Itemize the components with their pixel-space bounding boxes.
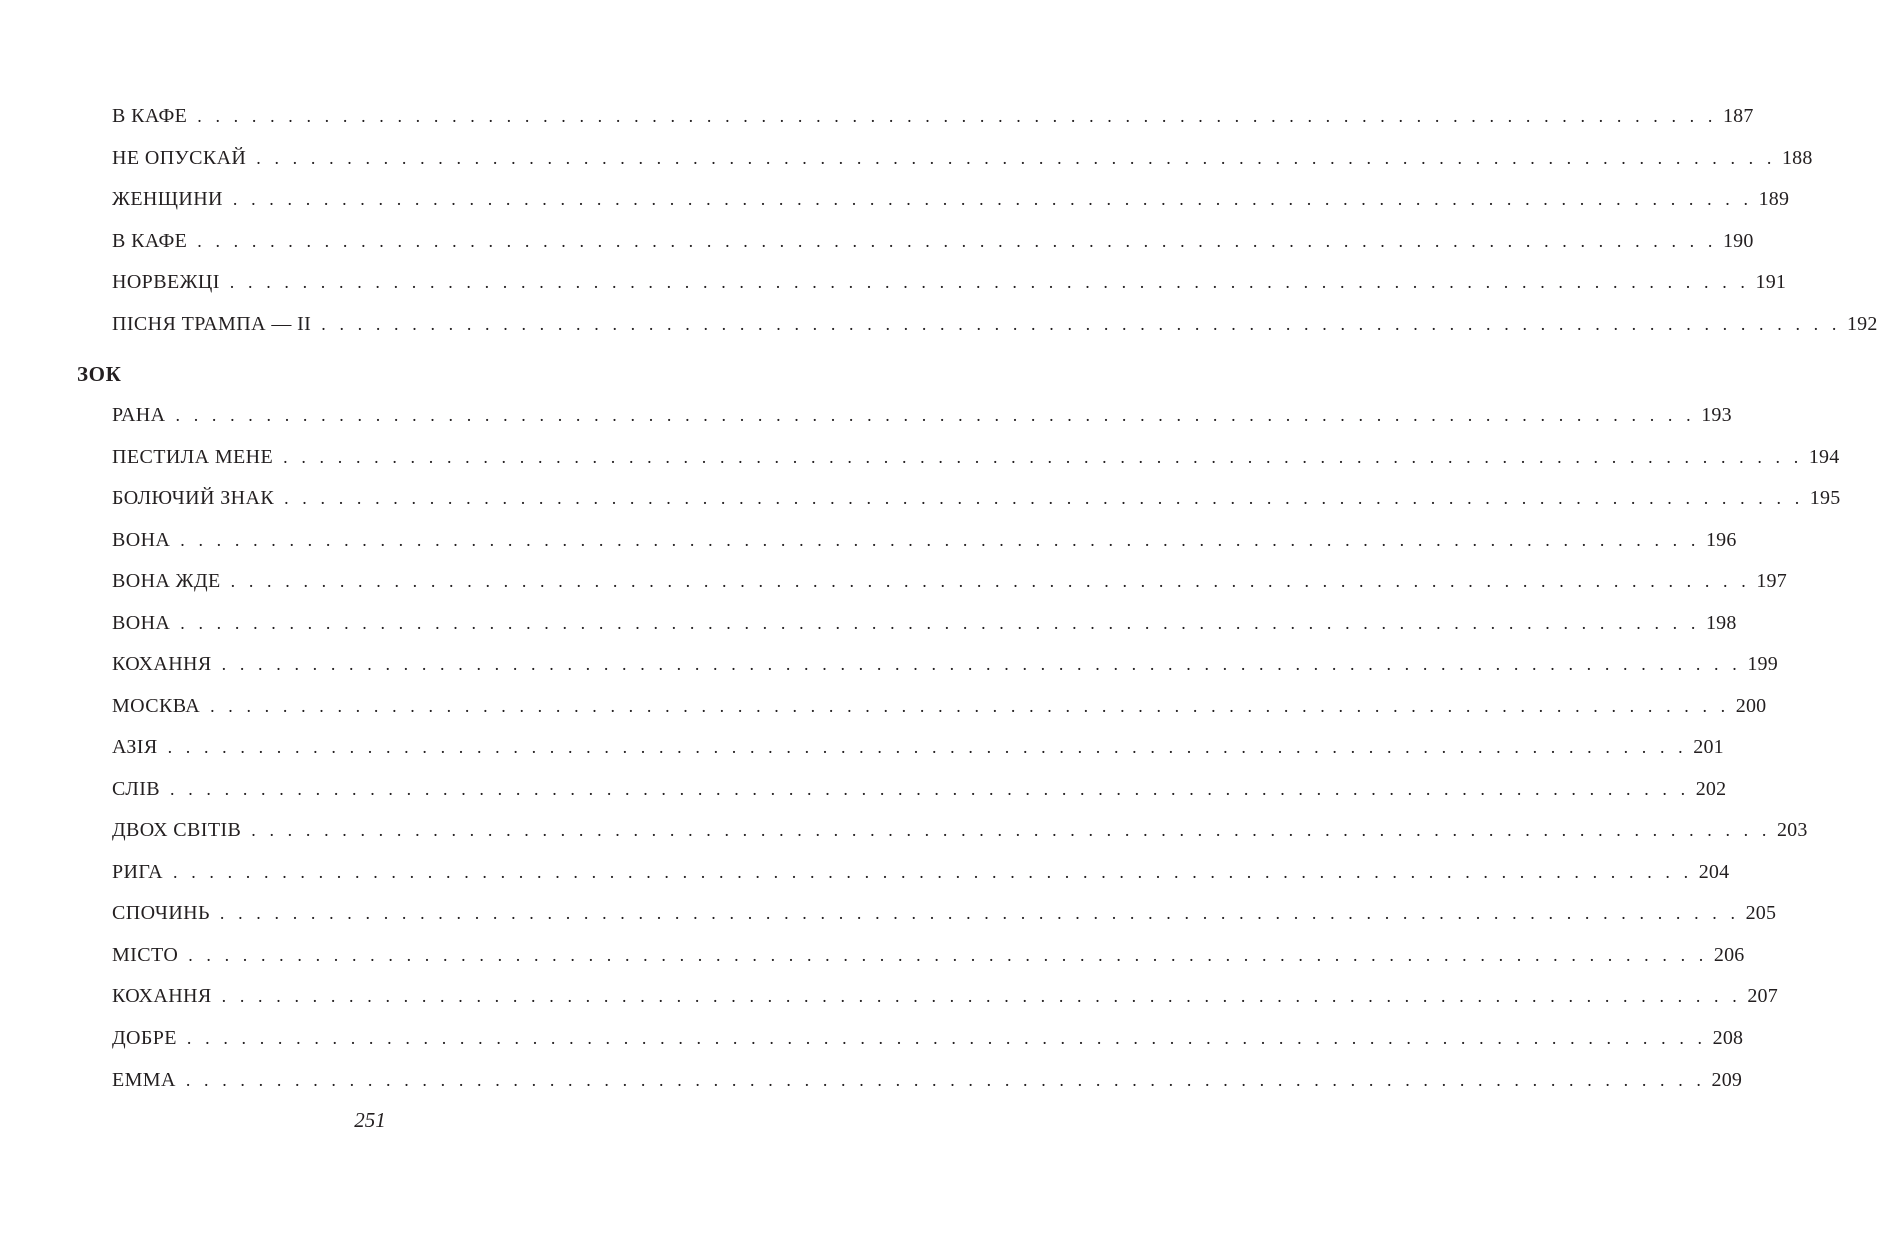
toc-entry-title: КОХАННЯ — [112, 985, 212, 1007]
toc-entry-page: 207 — [1747, 985, 1778, 1007]
dot-leader: . . . . . . . . . . . . . . . . . . . . . . . . . . . . . . . . . . . . . . . . . . . . . . . . . . . . . . . . . . . . . . . . . . . . . . . . . . . . . . . . . . . . — [321, 314, 1841, 334]
toc-entry-page: 193 — [1701, 404, 1732, 426]
toc-entry-title: ЖЕНЩИНИ — [112, 188, 223, 210]
toc-entry — [112, 264, 1787, 294]
toc-entry-page: 191 — [1755, 271, 1787, 293]
toc-entry-page: 195 — [1809, 487, 1841, 509]
toc-entry-page: 205 — [1745, 902, 1777, 924]
toc-entry — [112, 854, 1730, 884]
dot-leader: . . . . . . . . . . . . . . . . . . . . . . . . . . . . . . . . . . . . . . . . . . . . . . . . . . . . . . . . . . . . . . . . . . . . . . . . . . . . . . . . . . . . — [180, 613, 1700, 633]
toc-entry — [112, 812, 1808, 842]
toc-entry-title: НЕ ОПУСКАЙ — [112, 147, 247, 169]
toc-entry-title: МІСТО — [112, 944, 179, 966]
toc-entry — [112, 140, 1813, 170]
toc-entry-title: ЕММА — [112, 1069, 176, 1091]
toc-entry — [112, 522, 1737, 552]
toc-entry-title: РАНА — [112, 404, 166, 426]
dot-leader: . . . . . . . . . . . . . . . . . . . . . . . . . . . . . . . . . . . . . . . . . . . . . . . . . . . . . . . . . . . . . . . . . . . . . . . . . . . . . . . . . . . . — [197, 231, 1717, 251]
toc-entry-title: ПЕСТИЛА МЕНЕ — [112, 446, 274, 468]
dot-leader: . . . . . . . . . . . . . . . . . . . . . . . . . . . . . . . . . . . . . . . . . . . . . . . . . . . . . . . . . . . . . . . . . . . . . . . . . . . . . . . . . . . . — [170, 779, 1690, 799]
dot-leader: . . . . . . . . . . . . . . . . . . . . . . . . . . . . . . . . . . . . . . . . . . . . . . . . . . . . . . . . . . . . . . . . . . . . . . . . . . . . . . . . . . . . — [188, 945, 1708, 965]
toc-entry — [112, 688, 1767, 718]
toc-entry — [112, 98, 1754, 128]
toc-entry — [112, 563, 1787, 593]
toc-entry — [112, 223, 1754, 253]
toc-entry-title: КОХАННЯ — [112, 653, 212, 675]
toc-entry-title: НОРВЕЖЦІ — [112, 271, 220, 293]
dot-leader: . . . . . . . . . . . . . . . . . . . . . . . . . . . . . . . . . . . . . . . . . . . . . . . . . . . . . . . . . . . . . . . . . . . . . . . . . . . . . . . . . . . . — [167, 737, 1688, 757]
toc-entry — [112, 397, 1732, 427]
toc-entry-page: 209 — [1711, 1069, 1743, 1091]
toc-entry-page: 187 — [1722, 105, 1754, 127]
toc-entry-page: 190 — [1722, 230, 1754, 252]
toc-entry-title: МОСКВА — [112, 695, 201, 717]
toc-entry-page: 208 — [1712, 1027, 1744, 1049]
dot-leader: . . . . . . . . . . . . . . . . . . . . . . . . . . . . . . . . . . . . . . . . . . . . . . . . . . . . . . . . . . . . . . . . . . . . . . . . . . . . . . . . . . . . — [197, 106, 1717, 126]
toc-entry — [112, 1020, 1744, 1050]
toc-entry-page: 204 — [1698, 861, 1730, 883]
dot-leader: . . . . . . . . . . . . . . . . . . . . . . . . . . . . . . . . . . . . . . . . . . . . . . . . . . . . . . . . . . . . . . . . . . . . . . . . . . . . . . . . . . . . — [232, 189, 1753, 209]
toc-entry — [112, 729, 1724, 759]
dot-leader: . . . . . . . . . . . . . . . . . . . . . . . . . . . . . . . . . . . . . . . . . . . . . . . . . . . . . . . . . . . . . . . . . . . . . . . . . . . . . . . . . . . . — [230, 571, 1751, 591]
toc-entry — [112, 978, 1778, 1008]
toc-entry-page: 188 — [1781, 147, 1813, 169]
toc-entry-page: 206 — [1713, 944, 1745, 966]
dot-leader: . . . . . . . . . . . . . . . . . . . . . . . . . . . . . . . . . . . . . . . . . . . . . . . . . . . . . . . . . . . . . . . . . . . . . . . . . . . . . . . . . . . . — [251, 820, 1771, 840]
toc-entry-page: 189 — [1758, 188, 1790, 210]
toc-entry-title: ВОНА — [112, 529, 171, 551]
toc-entry-title: В КАФЕ — [112, 105, 188, 127]
dot-leader: . . . . . . . . . . . . . . . . . . . . . . . . . . . . . . . . . . . . . . . . . . . . . . . . . . . . . . . . . . . . . . . . . . . . . . . . . . . . . . . . . . . . — [180, 530, 1700, 550]
toc-entry-title: В КАФЕ — [112, 230, 188, 252]
toc-entry-page: 203 — [1776, 819, 1808, 841]
toc-entry-title: СПОЧИНЬ — [112, 902, 210, 924]
dot-leader: . . . . . . . . . . . . . . . . . . . . . . . . . . . . . . . . . . . . . . . . . . . . . . . . . . . . . . . . . . . . . . . . . . . . . . . . . . . . . . . . . . . . — [173, 862, 1693, 882]
toc-entry-title: ДВОХ СВІТІВ — [112, 819, 242, 841]
dot-leader: . . . . . . . . . . . . . . . . . . . . . . . . . . . . . . . . . . . . . . . . . . . . . . . . . . . . . . . . . . . . . . . . . . . . . . . . . . . . . . . . . . . . — [210, 696, 1730, 716]
toc-entry — [112, 181, 1790, 211]
dot-leader: . . . . . . . . . . . . . . . . . . . . . . . . . . . . . . . . . . . . . . . . . . . . . . . . . . . . . . . . . . . . . . . . . . . . . . . . . . . . . . . . . . . . — [283, 447, 1803, 467]
toc-entry — [112, 937, 1745, 967]
toc-entry — [112, 306, 1878, 336]
toc-entry-page: 194 — [1808, 446, 1840, 468]
toc-entry-title: ДОБРЕ — [112, 1027, 177, 1049]
dot-leader: . . . . . . . . . . . . . . . . . . . . . . . . . . . . . . . . . . . . . . . . . . . . . . . . . . . . . . . . . . . . . . . . . . . . . . . . . . . . . . . . . . . . — [219, 903, 1740, 923]
toc-entry-title: ВОНА — [112, 612, 171, 634]
toc-entry-page: 201 — [1693, 736, 1724, 758]
toc-entry-page: 197 — [1756, 570, 1787, 592]
toc-entry-page: 196 — [1705, 529, 1737, 551]
toc-entry — [112, 646, 1778, 676]
toc-entry — [112, 605, 1737, 635]
folio-page-number: 251 — [354, 1108, 386, 1132]
toc-entry — [112, 771, 1727, 801]
dot-leader: . . . . . . . . . . . . . . . . . . . . . . . . . . . . . . . . . . . . . . . . . . . . . . . . . . . . . . . . . . . . . . . . . . . . . . . . . . . . . . . . . . . . — [175, 405, 1696, 425]
toc-entry-page: 192 — [1846, 313, 1878, 335]
dot-leader: . . . . . . . . . . . . . . . . . . . . . . . . . . . . . . . . . . . . . . . . . . . . . . . . . . . . . . . . . . . . . . . . . . . . . . . . . . . . . . . . . . . . — [186, 1028, 1707, 1048]
toc-entry-title: АЗІЯ — [112, 736, 158, 758]
toc-entry-page: 200 — [1735, 695, 1767, 717]
dot-leader: . . . . . . . . . . . . . . . . . . . . . . . . . . . . . . . . . . . . . . . . . . . . . . . . . . . . . . . . . . . . . . . . . . . . . . . . . . . . . . . . . . . . — [229, 272, 1750, 292]
toc-entry-page: 198 — [1705, 612, 1737, 634]
toc-entry — [112, 439, 1840, 469]
toc-entry-page: 199 — [1747, 653, 1778, 675]
toc-entry — [112, 1062, 1743, 1092]
dot-leader: . . . . . . . . . . . . . . . . . . . . . . . . . . . . . . . . . . . . . . . . . . . . . . . . . . . . . . . . . . . . . . . . . . . . . . . . . . . . . . . . . . . . — [185, 1070, 1706, 1090]
toc-entry-title: РИГА — [112, 861, 163, 883]
toc-entry-page: 202 — [1695, 778, 1727, 800]
toc-entry-title: ПІСНЯ ТРАМПА — II — [112, 313, 312, 335]
toc-entry — [112, 480, 1841, 510]
toc-entry-title: ВОНА ЖДЕ — [112, 570, 221, 592]
toc-entry-title: БОЛЮЧИЙ ЗНАК — [112, 487, 275, 509]
dot-leader: . . . . . . . . . . . . . . . . . . . . . . . . . . . . . . . . . . . . . . . . . . . . . . . . . . . . . . . . . . . . . . . . . . . . . . . . . . . . . . . . . . . . — [284, 488, 1804, 508]
toc-entry — [112, 895, 1777, 925]
dot-leader: . . . . . . . . . . . . . . . . . . . . . . . . . . . . . . . . . . . . . . . . . . . . . . . . . . . . . . . . . . . . . . . . . . . . . . . . . . . . . . . . . . . . — [221, 986, 1742, 1006]
dot-leader: . . . . . . . . . . . . . . . . . . . . . . . . . . . . . . . . . . . . . . . . . . . . . . . . . . . . . . . . . . . . . . . . . . . . . . . . . . . . . . . . . . . . — [221, 654, 1742, 674]
dot-leader: . . . . . . . . . . . . . . . . . . . . . . . . . . . . . . . . . . . . . . . . . . . . . . . . . . . . . . . . . . . . . . . . . . . . . . . . . . . . . . . . . . . . — [256, 148, 1776, 168]
section-heading: ЗОК — [77, 362, 122, 386]
toc-entry-title: СЛІВ — [112, 778, 161, 800]
